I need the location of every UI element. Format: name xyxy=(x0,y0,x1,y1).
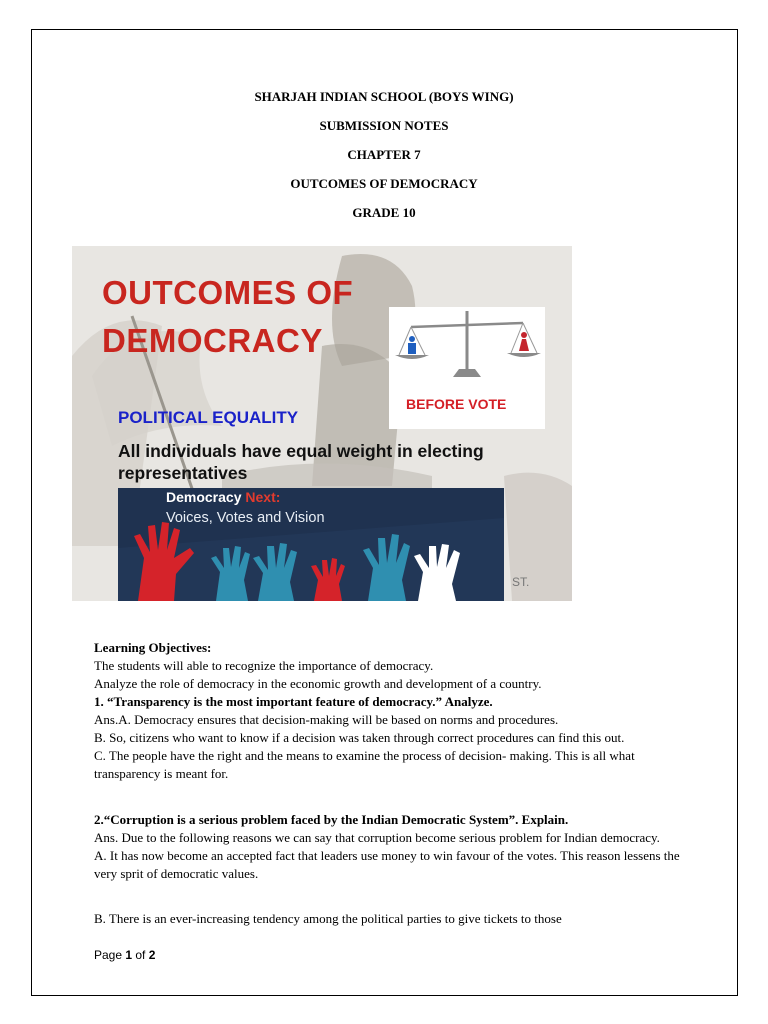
before-vote-label: BEFORE VOTE xyxy=(406,396,507,412)
answer-2-a: A. It has now become an accepted fact that leaders use money to win favour of the votes. This reason lessens the very sprit of democratic values. xyxy=(94,848,680,881)
democracy-next-title-prefix: Democracy xyxy=(166,489,246,505)
of-word: of xyxy=(132,948,149,962)
democracy-next-title xyxy=(166,489,280,505)
political-equality-label: POLITICAL EQUALITY xyxy=(118,408,299,427)
answer-1-c: C. The people have the right and the means to examine the process of decision- making. This is all what transparency is meant for. xyxy=(94,748,635,781)
grade-heading: GRADE 10 xyxy=(352,205,416,220)
question-2-section xyxy=(94,811,684,883)
banner-title-line-2: DEMOCRACY xyxy=(102,322,323,359)
chapter-heading: CHAPTER 7 xyxy=(347,147,421,162)
equal-weight-statement: All individuals have equal weight in electing representatives xyxy=(118,441,484,483)
page-number xyxy=(94,948,155,962)
total-pages: 2 xyxy=(148,948,156,962)
answer-2-intro: Ans. Due to the following reasons we can say that corruption become serious problem for Indian democracy. xyxy=(94,830,660,845)
question-2: 2.“Corruption is a serious problem faced by the Indian Democratic System”. Explain. xyxy=(94,812,569,827)
answer-2-b: B. There is an ever-increasing tendency among the political parties to give tickets to those xyxy=(94,911,562,926)
balance-scale-icon xyxy=(389,307,545,397)
democracy-next-panel xyxy=(118,488,504,601)
topic-heading: OUTCOMES OF DEMOCRACY xyxy=(290,176,478,191)
banner-title-line-1: OUTCOMES OF xyxy=(102,274,354,311)
notes-heading: SUBMISSION NOTES xyxy=(319,118,449,133)
school-name: SHARJAH INDIAN SCHOOL (BOYS WING) xyxy=(254,89,514,104)
answer-2-b-block xyxy=(94,910,684,928)
page-word: Page xyxy=(94,948,126,962)
current-page: 1 xyxy=(125,948,133,962)
objective-item: Analyze the role of democracy in the economic growth and development of a country. xyxy=(94,676,542,691)
objectives-heading: Learning Objectives: xyxy=(94,640,212,655)
question-1: 1. “Transparency is the most important feature of democracy.” Analyze. xyxy=(94,694,493,709)
democracy-next-subtitle: Voices, Votes and Vision xyxy=(166,510,325,526)
objectives-section xyxy=(94,639,684,783)
svg-text:ST.: ST. xyxy=(512,575,530,589)
democracy-banner-image xyxy=(72,246,572,601)
answer-1-b: B. So, citizens who want to know if a decision was taken through correct procedures can find this out. xyxy=(94,730,625,745)
objective-item: The students will able to recognize the importance of democracy. xyxy=(94,658,434,673)
democracy-next-title-highlight: Next: xyxy=(245,489,281,505)
answer-1-a: Ans.A. Democracy ensures that decision-making will be based on norms and procedures. xyxy=(94,712,559,727)
